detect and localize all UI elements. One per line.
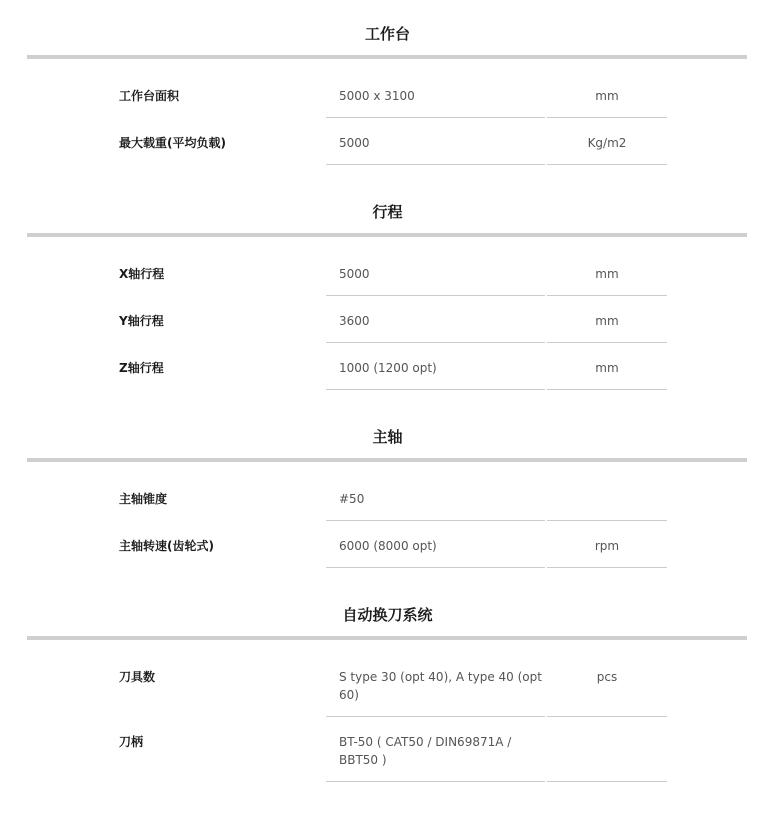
section-title-travel: 行程	[372, 203, 403, 221]
spec-value: 6000 (8000 opt)	[339, 539, 437, 553]
spec-unit: mm	[595, 267, 619, 281]
spec-label: X轴行程	[119, 267, 165, 281]
row-divider	[326, 716, 545, 717]
spec-unit: mm	[595, 361, 619, 375]
spec-label: 刀柄	[119, 735, 144, 749]
row-divider	[326, 117, 545, 118]
spec-value: 1000 (1200 opt)	[339, 361, 437, 375]
row-divider	[547, 295, 667, 296]
section-divider	[27, 55, 747, 59]
row-divider	[326, 342, 545, 343]
row-divider	[547, 716, 667, 717]
section-title-worktable: 工作台	[364, 25, 410, 43]
spec-value: 5000 x 3100	[339, 89, 415, 103]
row-divider	[547, 520, 667, 521]
section-title-spindle: 主轴	[372, 428, 403, 446]
row-divider	[326, 567, 545, 568]
spec-value: 5000	[339, 267, 370, 281]
spec-unit: mm	[595, 314, 619, 328]
row-divider	[326, 781, 545, 782]
row-divider	[547, 117, 667, 118]
row-divider	[326, 295, 545, 296]
spec-label: 工作台面积	[119, 89, 180, 103]
spec-value: S type 30 (opt 40), A type 40 (opt 60)	[339, 670, 542, 702]
spec-unit: pcs	[596, 670, 618, 684]
row-divider	[547, 567, 667, 568]
row-divider	[547, 389, 667, 390]
section-divider	[27, 636, 747, 640]
row-divider	[547, 342, 667, 343]
section-divider	[27, 458, 747, 462]
spec-unit: rpm	[594, 539, 620, 553]
section-divider	[27, 233, 747, 237]
row-divider	[326, 389, 545, 390]
spec-unit: Kg/m2	[587, 136, 627, 150]
spec-label: 最大载重(平均负载)	[119, 136, 226, 150]
section-title-atc: 自动换刀系统	[342, 606, 433, 624]
spec-unit: mm	[595, 89, 619, 103]
spec-label: 刀具数	[119, 670, 156, 684]
spec-value: BT-50 ( CAT50 / DIN69871A / BBT50 )	[339, 735, 512, 767]
row-divider	[326, 164, 545, 165]
spec-value: #50	[339, 492, 365, 506]
row-divider	[326, 520, 545, 521]
row-divider	[547, 781, 667, 782]
spec-value: 3600	[339, 314, 370, 328]
spec-label: 主轴锥度	[119, 492, 168, 506]
spec-label: Z轴行程	[119, 361, 164, 375]
spec-label: 主轴转速(齿轮式)	[119, 539, 214, 553]
spec-label: Y轴行程	[119, 314, 164, 328]
row-divider	[547, 164, 667, 165]
spec-value: 5000	[339, 136, 370, 150]
